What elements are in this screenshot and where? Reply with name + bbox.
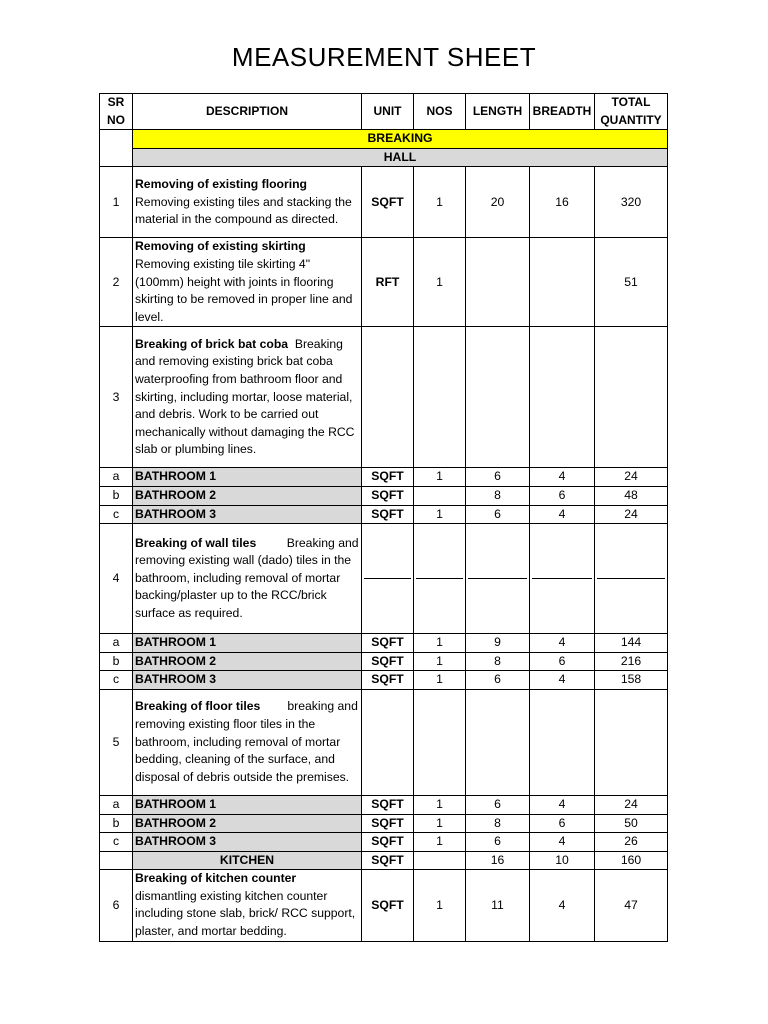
sub-length: 6 bbox=[466, 671, 530, 690]
section-row-hall bbox=[100, 148, 668, 167]
item-heading: Removing of existing skirting bbox=[135, 239, 306, 254]
item-heading: Breaking of floor tiles bbox=[135, 699, 261, 714]
sub-sr: c bbox=[100, 671, 133, 690]
sub-sr: b bbox=[100, 814, 133, 833]
sub-sr: a bbox=[100, 795, 133, 814]
blank-cell bbox=[362, 327, 414, 468]
sub-breadth: 4 bbox=[530, 505, 595, 524]
blank-cell bbox=[100, 130, 133, 167]
item-heading: Breaking of brick bat coba bbox=[135, 336, 289, 351]
item-heading: Breaking of wall tiles bbox=[135, 535, 257, 550]
item-text: breaking and removing existing floor tiles in the bathroom, including removal of mortar bedding, cleaning of the surface, and disposal of debris outside the premises. bbox=[135, 699, 358, 784]
sub-row bbox=[100, 795, 668, 814]
measurement-table bbox=[99, 93, 668, 942]
item-text: Removing existing tiles and stacking the material in the compound as directed. bbox=[135, 194, 352, 227]
kitchen-length: 16 bbox=[466, 851, 530, 870]
item-nos: 1 bbox=[414, 870, 466, 941]
header-length: LENGTH bbox=[466, 94, 530, 130]
sub-length: 9 bbox=[466, 634, 530, 653]
blank-cell bbox=[530, 689, 595, 795]
sub-label: BATHROOM 2 bbox=[133, 486, 362, 505]
item-heading: Removing of existing flooring bbox=[135, 176, 307, 191]
sub-length: 6 bbox=[466, 468, 530, 487]
sub-breadth: 4 bbox=[530, 671, 595, 690]
sub-breadth: 4 bbox=[530, 795, 595, 814]
sub-total: 216 bbox=[595, 652, 668, 671]
item-unit: SQFT bbox=[362, 870, 414, 941]
section-kitchen: KITCHEN bbox=[133, 851, 362, 870]
sub-unit: SQFT bbox=[362, 468, 414, 487]
table-row bbox=[100, 167, 668, 238]
item-total: 47 bbox=[595, 870, 668, 941]
sub-sr: b bbox=[100, 652, 133, 671]
blank-cell bbox=[362, 689, 414, 795]
sub-breadth: 6 bbox=[530, 814, 595, 833]
sub-row bbox=[100, 671, 668, 690]
sub-total: 24 bbox=[595, 795, 668, 814]
item-description bbox=[133, 167, 362, 238]
sub-total: 24 bbox=[595, 468, 668, 487]
table-row bbox=[100, 689, 668, 795]
sub-total: 48 bbox=[595, 486, 668, 505]
sub-row bbox=[100, 486, 668, 505]
table-row bbox=[100, 238, 668, 327]
sub-breadth: 4 bbox=[530, 468, 595, 487]
sub-nos: 1 bbox=[414, 795, 466, 814]
kitchen-nos bbox=[414, 851, 466, 870]
table-row bbox=[100, 524, 668, 634]
sub-label: BATHROOM 1 bbox=[133, 468, 362, 487]
kitchen-unit: SQFT bbox=[362, 851, 414, 870]
item-sr: 3 bbox=[100, 327, 133, 468]
sub-breadth: 6 bbox=[530, 652, 595, 671]
item-length bbox=[466, 238, 530, 327]
item-nos: 1 bbox=[414, 238, 466, 327]
blank-cell bbox=[466, 689, 530, 795]
sub-sr: c bbox=[100, 833, 133, 852]
sub-length: 8 bbox=[466, 652, 530, 671]
sub-length: 8 bbox=[466, 814, 530, 833]
sub-sr: c bbox=[100, 505, 133, 524]
sub-unit: SQFT bbox=[362, 652, 414, 671]
header-sr: SR NO bbox=[100, 94, 133, 130]
table-row bbox=[100, 870, 668, 941]
item-description bbox=[133, 524, 362, 634]
blank-cell bbox=[414, 327, 466, 468]
item-heading: Breaking of kitchen counter bbox=[135, 871, 297, 886]
blank-cell bbox=[530, 327, 595, 468]
blank-cell bbox=[595, 689, 668, 795]
sub-row bbox=[100, 652, 668, 671]
item-description bbox=[133, 327, 362, 468]
sub-nos bbox=[414, 486, 466, 505]
sub-length: 8 bbox=[466, 486, 530, 505]
item-description bbox=[133, 870, 362, 941]
sub-breadth: 6 bbox=[530, 486, 595, 505]
sub-label: BATHROOM 3 bbox=[133, 833, 362, 852]
sub-label: BATHROOM 3 bbox=[133, 671, 362, 690]
sub-label: BATHROOM 3 bbox=[133, 505, 362, 524]
blank-cell bbox=[466, 524, 530, 634]
sub-row bbox=[100, 814, 668, 833]
blank-cell bbox=[414, 689, 466, 795]
blank-cell bbox=[595, 524, 668, 634]
sub-unit: SQFT bbox=[362, 833, 414, 852]
blank-cell bbox=[362, 524, 414, 634]
item-description bbox=[133, 689, 362, 795]
sub-nos: 1 bbox=[414, 671, 466, 690]
sub-label: BATHROOM 2 bbox=[133, 652, 362, 671]
sub-total: 50 bbox=[595, 814, 668, 833]
sub-row bbox=[100, 468, 668, 487]
item-text: Removing existing tile skirting 4" (100mm) height with joints in flooring skirting to be removed in proper line and level. bbox=[135, 256, 353, 324]
item-length: 11 bbox=[466, 870, 530, 941]
sub-label: BATHROOM 1 bbox=[133, 795, 362, 814]
item-unit: RFT bbox=[362, 238, 414, 327]
sub-label: BATHROOM 1 bbox=[133, 634, 362, 653]
item-breadth: 16 bbox=[530, 167, 595, 238]
sub-nos: 1 bbox=[414, 505, 466, 524]
item-breadth: 4 bbox=[530, 870, 595, 941]
sub-row bbox=[100, 833, 668, 852]
item-nos: 1 bbox=[414, 167, 466, 238]
item-sr: 6 bbox=[100, 870, 133, 941]
item-sr: 4 bbox=[100, 524, 133, 634]
sub-nos: 1 bbox=[414, 634, 466, 653]
sub-breadth: 4 bbox=[530, 634, 595, 653]
sub-unit: SQFT bbox=[362, 795, 414, 814]
blank-cell bbox=[100, 851, 133, 870]
item-sr: 1 bbox=[100, 167, 133, 238]
section-breaking: BREAKING bbox=[133, 130, 668, 149]
sub-total: 158 bbox=[595, 671, 668, 690]
sub-sr: a bbox=[100, 634, 133, 653]
sub-row bbox=[100, 505, 668, 524]
table-row bbox=[100, 327, 668, 468]
sub-length: 6 bbox=[466, 505, 530, 524]
sub-unit: SQFT bbox=[362, 671, 414, 690]
sub-nos: 1 bbox=[414, 468, 466, 487]
blank-cell bbox=[414, 524, 466, 634]
section-hall: HALL bbox=[133, 148, 668, 167]
sub-label: BATHROOM 2 bbox=[133, 814, 362, 833]
header-description: DESCRIPTION bbox=[133, 94, 362, 130]
item-text: Breaking and removing existing brick bat coba waterproofing from bathroom floor and skirting, including mortar, loose material, and debris. Work to be carried out mechanically without damaging the RCC slab or plumbing lines. bbox=[135, 336, 355, 457]
header-nos: NOS bbox=[414, 94, 466, 130]
item-breadth bbox=[530, 238, 595, 327]
sub-row bbox=[100, 634, 668, 653]
header-row bbox=[100, 94, 668, 130]
kitchen-breadth: 10 bbox=[530, 851, 595, 870]
sub-unit: SQFT bbox=[362, 486, 414, 505]
sub-total: 26 bbox=[595, 833, 668, 852]
item-length: 20 bbox=[466, 167, 530, 238]
item-total: 320 bbox=[595, 167, 668, 238]
item-unit: SQFT bbox=[362, 167, 414, 238]
sub-nos: 1 bbox=[414, 814, 466, 833]
header-breadth: BREADTH bbox=[530, 94, 595, 130]
sub-nos: 1 bbox=[414, 652, 466, 671]
sub-sr: a bbox=[100, 468, 133, 487]
page-title: MEASUREMENT SHEET bbox=[231, 42, 537, 72]
item-sr: 2 bbox=[100, 238, 133, 327]
sub-unit: SQFT bbox=[362, 505, 414, 524]
item-text: Breaking and removing existing wall (dado) tiles in the bathroom, including removal of mortar backing/plaster up to the RCC/brick surface as required. bbox=[135, 535, 359, 621]
sub-total: 24 bbox=[595, 505, 668, 524]
item-total: 51 bbox=[595, 238, 668, 327]
blank-cell bbox=[466, 327, 530, 468]
sub-unit: SQFT bbox=[362, 634, 414, 653]
sub-length: 6 bbox=[466, 795, 530, 814]
blank-cell bbox=[530, 524, 595, 634]
item-text: dismantling existing kitchen counter including stone slab, brick/ RCC support, plaster, and mortar bedding. bbox=[135, 888, 356, 939]
sub-unit: SQFT bbox=[362, 814, 414, 833]
item-description bbox=[133, 238, 362, 327]
section-row-kitchen bbox=[100, 851, 668, 870]
kitchen-total: 160 bbox=[595, 851, 668, 870]
sub-sr: b bbox=[100, 486, 133, 505]
sub-length: 6 bbox=[466, 833, 530, 852]
sub-nos: 1 bbox=[414, 833, 466, 852]
header-total: TOTAL QUANTITY bbox=[595, 94, 668, 130]
item-sr: 5 bbox=[100, 689, 133, 795]
sub-total: 144 bbox=[595, 634, 668, 653]
blank-cell bbox=[595, 327, 668, 468]
section-row-breaking bbox=[100, 130, 668, 149]
header-unit: UNIT bbox=[362, 94, 414, 130]
sub-breadth: 4 bbox=[530, 833, 595, 852]
